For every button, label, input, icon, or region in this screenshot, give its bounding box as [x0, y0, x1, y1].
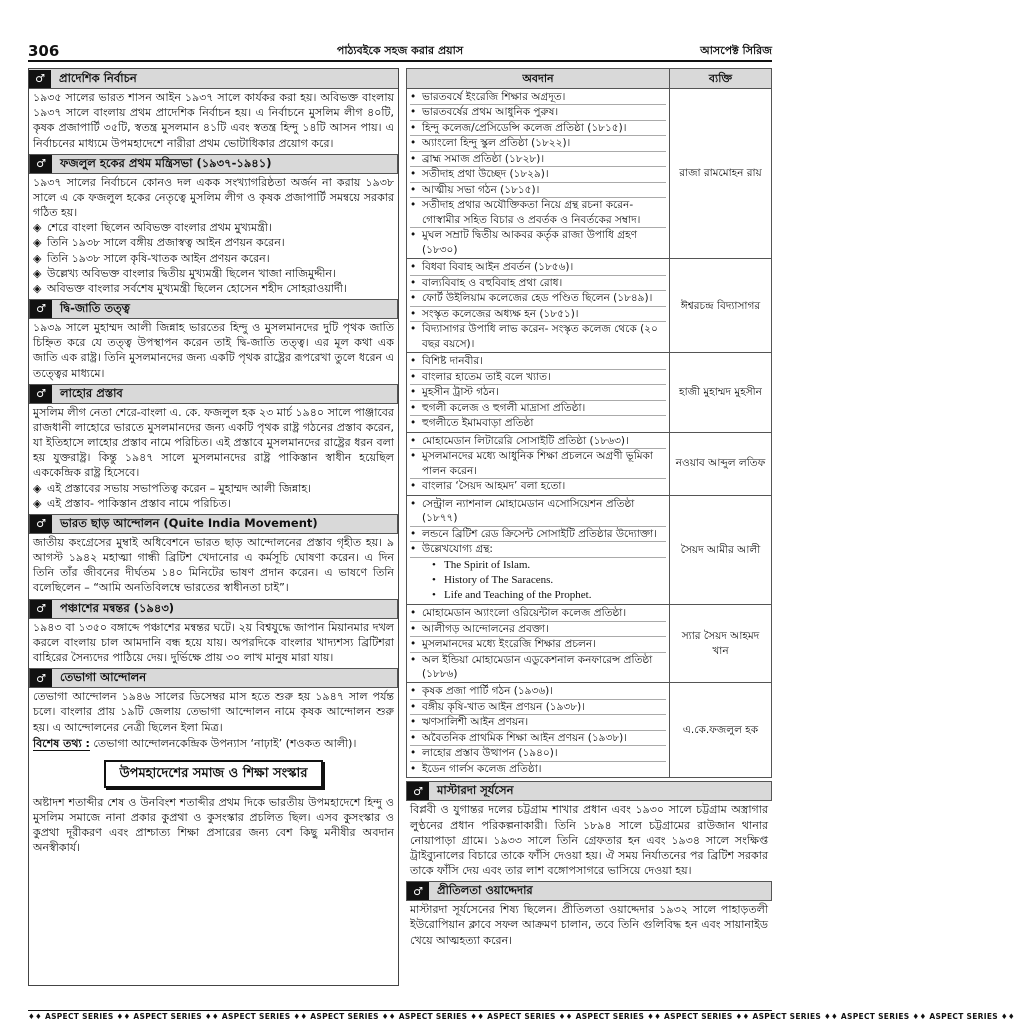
- bullet-icon: •: [410, 168, 417, 181]
- table-body: [407, 89, 772, 778]
- list-item: [410, 105, 666, 120]
- section-heading: [29, 514, 398, 534]
- section-paragraph: ১৯৩৯ সালে মুহাম্মদ আলী জিন্নাহ ভারতের হিন্দু ও মুসলমানদের দুটি পৃথক জাতি চিহ্নিত করে যে তত্ত্ব উপস্থাপন করেন তাই দ্বি-জাতি তত্ত্ব। এর মূল কথা এক জাতি এক রাষ্ট্র। তিনি মুসলমানদের জন্য একটি পৃথক রাষ্ট্রের রূপরেখা তুলে ধরেন এ তত্ত্বের মাধ্যমে।: [33, 321, 394, 380]
- list-item-text: ফোর্ট উইলিয়াম কলেজের হেড পণ্ডিত ছিলেন (১৮৪৯)।: [422, 292, 653, 305]
- column-header-contribution: অবদান: [407, 69, 670, 89]
- list-item: [410, 746, 666, 761]
- section-marker-icon: ♂: [30, 515, 52, 533]
- list-item: [410, 183, 666, 198]
- list-item: [410, 715, 666, 730]
- section-marker-icon: ♂: [30, 300, 52, 318]
- book-title: The Spirit of Islam.: [444, 558, 531, 571]
- section-marker-icon: ♂: [30, 600, 52, 618]
- list-item-text: সেন্ট্রাল ন্যাশনাল মোহামেডান এসোসিয়েশন প্রতিষ্ঠা (১৮৭৭): [422, 497, 635, 525]
- person-name: ঈশ্বরচন্দ্র বিদ্যাসাগর: [670, 259, 772, 353]
- list-item-text: এই প্রস্তাবের সভায় সভাপতিত্ব করেন – মুহাম্মদ আলী জিন্নাহ।: [47, 481, 312, 495]
- list-item-text: আলীগড় আন্দোলনের প্রবক্তা।: [422, 622, 549, 635]
- list-item: [410, 307, 666, 322]
- contributions-cell: [407, 495, 670, 604]
- section-paragraph: ১৯৩৫ সালের ভারত শাসন আইন ১৯৩৭ সালে কার্যকর করা হয়। অবিভক্ত বাংলায় ১৯৩৭ সালে বাংলায় প্রথম প্রাদেশিক নির্বাচন হয়। এ নির্বাচনে মুসলিম লীগ ৪০টি, কৃষক প্রজাপার্টি ৩৫টি, স্বতন্ত্র মুসলমান ৪১টি এবং স্বতন্ত্র হিন্দু ১৪টি আসন পায়। এ নির্বাচনের মাধ্যমে উপমহাদেশে নারীরা প্রথম ভোটাধিকার প্রয়োগ করে।: [33, 91, 394, 150]
- section-marker-icon: ♂: [29, 70, 51, 88]
- list-item: [410, 401, 666, 416]
- column-header-person: ব্যক্তি: [670, 69, 772, 89]
- bullet-icon: •: [410, 417, 417, 430]
- list-item: [410, 291, 666, 306]
- list-item: [410, 198, 666, 228]
- bullet-icon: •: [410, 497, 417, 510]
- list-item-text: সংস্কৃত কলেজের অধ্যক্ষ হন (১৮৫১)।: [422, 307, 579, 320]
- list-item-text: বাংলার ‘সৈয়দ আহমদ’ বলা হতো।: [422, 480, 566, 493]
- bullet-icon: •: [410, 229, 417, 242]
- header-tagline: পাঠ্যবইকে সহজ করার প্রয়াস: [336, 44, 464, 57]
- table-row: [407, 432, 772, 495]
- person-name: নওয়াব আব্দুল লতিফ: [670, 432, 772, 495]
- person-name: সৈয়দ আমীর আলী: [670, 495, 772, 604]
- contributions-cell: [407, 605, 670, 683]
- section-marker-icon: ♂: [407, 882, 429, 900]
- diamond-bullet-icon: ◈: [33, 236, 42, 250]
- bullet-icon: •: [410, 638, 417, 651]
- diamond-bullet-icon: ◈: [33, 221, 42, 235]
- closing-paragraph: অষ্টাদশ শতাব্দীর শেষ ও উনবিংশ শতাব্দীর প্রথম দিকে ভারতীয় উপমহাদেশে হিন্দু ও মুসলিম সমাজে নানা প্রকার কুপ্রথা ও কুসংস্কার প্রচলিত ছিল। এসব কুসংস্কার ও কুপ্রথা দূরীকরণ এবং প্রাশ্চাত্য শিক্ষা প্রসারের জন্য বেশ কিছু মনীষীর অবদান অনস্বীকার্য।: [33, 795, 394, 855]
- list-item: [29, 266, 398, 281]
- section-heading: [29, 599, 398, 619]
- page-number: 306: [28, 42, 60, 60]
- bullet-icon: •: [410, 121, 417, 134]
- list-item-text: মোহামেডান অ্যাংলো ওরিয়েন্টাল কলেজ প্রতিষ্ঠা।: [422, 607, 627, 620]
- section-paragraph: মাস্টারদা সূর্যসেনের শিষ্য ছিলেন। প্রীতিলতা ওয়াদ্দেদার ১৯৩২ সালে পাহাড়তলী ইউরোপিয়ান ক্লাবে সফল আক্রমণ চালান, তবে তিনি গুলিবিদ্ধ হন এবং সায়ানাইড খেয়ে আত্মহত্যা করেন।: [410, 903, 768, 947]
- section-heading: [29, 69, 398, 89]
- list-item: [29, 220, 398, 235]
- list-item-text: হুগলী কলেজ ও হুগলী মাদ্রাসা প্রতিষ্ঠা।: [422, 401, 586, 414]
- bullet-icon: •: [432, 588, 436, 601]
- section-marker-icon: ♂: [30, 385, 52, 403]
- bullet-icon: •: [410, 622, 417, 635]
- table-row: [407, 495, 772, 604]
- section-paragraph: ১৯৪৩ বা ১৩৫০ বঙ্গাব্দে পঞ্চাশের মন্বন্তর ঘটে। ২য় বিশ্বযুদ্ধে জাপান মিয়ানমার দখল করলে বাংলায় চাল আমদানি বন্ধ হয়ে যায়। অপরদিকে বাংলার খাদ্যশস্য ব্রিটিশরা বাহিরের সৈন্যদের পাঠিয়ে দেয়। দুর্ভিক্ষে প্রায় ৩০ লাখ মানুষ মারা যায়।: [33, 620, 394, 664]
- list-item-text: মুহসীন ট্রাস্ট গঠন।: [422, 386, 499, 399]
- bullet-icon: •: [410, 480, 417, 493]
- list-item: [410, 121, 666, 136]
- list-item: [410, 653, 666, 682]
- list-item-text: শেরে বাংলা ছিলেন অবিভক্ত বাংলার প্রথম মুখ্যমন্ত্রী।: [47, 221, 272, 235]
- diamond-bullet-icon: ◈: [33, 481, 42, 495]
- bullet-icon: •: [410, 543, 417, 556]
- list-item: [410, 416, 666, 430]
- list-item-text: আত্মীয় সভা গঠন (১৮১৫)।: [422, 183, 540, 196]
- bullet-icon: •: [410, 747, 417, 760]
- bullet-icon: •: [432, 558, 436, 571]
- section-marker-icon: ♂: [407, 782, 429, 800]
- section-heading: [29, 299, 398, 319]
- list-item-text: বিধবা বিবাহ আইন প্রবর্তন (১৮৫৬)।: [422, 261, 574, 274]
- bullet-icon: •: [410, 152, 417, 165]
- bullet-icon: •: [410, 355, 417, 368]
- section-title: প্রাদেশিক নির্বাচন: [59, 70, 137, 85]
- bullet-icon: •: [410, 323, 417, 336]
- bullet-icon: •: [410, 261, 417, 274]
- list-item-text: ভারতবর্ষের প্রথম আধুনিক পুরুষ।: [422, 106, 559, 119]
- list-item: [410, 136, 666, 151]
- bullet-icon: •: [410, 137, 417, 150]
- section-heading: [406, 781, 772, 801]
- section-paragraph: ১৯৩৭ সালের নির্বাচনে কোনও দল একক সংখ্যাগরিষ্ঠতা অর্জন না করায় ১৯৩৮ সালে এ কে ফজলুল হকের নেতৃত্বে মুসলিম লীগ ও কৃষক প্রজাপার্টি সমন্বয়ে সরকার গঠিত হয়।: [33, 175, 394, 220]
- list-item-text: সতীদাহ প্রথার অযৌক্তিকতা নিয়ে গ্রন্থ রচনা করেন- গোস্বামীর সহিত বিচার ও প্রবর্তক ও নিবর্তকের সম্বাদ।: [422, 199, 641, 226]
- list-item-text: তিনি ১৯৩৮ সালে বঙ্গীয় প্রজাস্বত্ব আইন প্রণয়ন করেন।: [47, 236, 285, 250]
- list-item-text: লন্ডনে ব্রিটিশ রেড ক্রিসেন্ট সোসাইটি প্রতিষ্ঠার উদ্যোক্তা।: [422, 527, 657, 540]
- person-name: রাজা রামমোহন রায়: [670, 89, 772, 259]
- special-note: [29, 735, 398, 752]
- table-row: [407, 89, 772, 259]
- section-heading: [29, 154, 398, 174]
- list-item: [410, 731, 666, 746]
- bullet-icon: •: [410, 685, 417, 698]
- book-title: History of The Saracens.: [444, 573, 554, 586]
- section-marker-icon: ♂: [30, 155, 52, 173]
- list-item: [410, 276, 666, 291]
- list-item: [410, 354, 666, 369]
- list-item-text: ব্রাহ্ম সমাজ প্রতিষ্ঠা (১৮২৮)।: [422, 152, 545, 165]
- list-item: [410, 152, 666, 167]
- contributions-table: [406, 68, 772, 778]
- list-item: [410, 90, 666, 105]
- section-heading: [406, 881, 772, 901]
- list-item: [410, 542, 666, 557]
- list-item-text: বিদ্যাসাগর উপাধি লাভ করেন- সংস্কৃত কলেজ থেকে (২০ বছর বয়সে)।: [422, 323, 658, 350]
- section-heading: [29, 668, 398, 688]
- bullet-icon: •: [410, 307, 417, 320]
- page-header: [28, 40, 772, 62]
- list-item-text: হুগলীতে ইমামবাড়া প্রতিষ্ঠা: [422, 417, 534, 430]
- right-column: [406, 68, 772, 986]
- contributions-cell: [407, 683, 670, 778]
- list-item-text: ভারতবর্ষে ইংরেজি শিক্ষার অগ্রদূত।: [422, 91, 566, 103]
- list-item: [410, 260, 666, 275]
- bullet-icon: •: [432, 573, 436, 586]
- list-item-text: উল্লেখ্য অবিভক্ত বাংলার দ্বিতীয় মুখ্যমন্ত্রী ছিলেন খাজা নাজিমুদ্দীন।: [47, 266, 336, 280]
- bullet-icon: •: [410, 716, 417, 729]
- list-item-text: বিশিষ্ট দানবীর।: [422, 355, 483, 368]
- book-title-item: [410, 588, 666, 603]
- section-title: দ্বি-জাতি তত্ত্ব: [60, 301, 130, 316]
- diamond-bullet-icon: ◈: [33, 496, 42, 510]
- book-title-item: [410, 573, 666, 588]
- section-title: লাহোর প্রস্তাব: [60, 385, 123, 400]
- list-item: [410, 606, 666, 621]
- list-item-text: উল্লেখযোগ্য গ্রন্থ:: [422, 543, 493, 556]
- contributions-cell: [407, 259, 670, 353]
- diamond-bullet-icon: ◈: [33, 266, 42, 280]
- table-header-row: [407, 69, 772, 89]
- list-item-text: হিন্দু কলেজ/প্রেসিডেন্সি কলেজ প্রতিষ্ঠা (১৮১৫)।: [422, 121, 627, 134]
- list-item: [29, 235, 398, 250]
- list-item-text: তিনি ১৯৩৮ সালে কৃষি-খাতক আইন প্রণয়ন করেন।: [47, 251, 270, 265]
- bullet-icon: •: [410, 401, 417, 414]
- bullet-icon: •: [410, 653, 417, 666]
- list-item-text: বঙ্গীয় কৃষি-খাত আইন প্রণয়ন (১৯৩৮)।: [422, 700, 585, 713]
- section-heading: [29, 384, 398, 404]
- bullet-icon: •: [410, 106, 417, 119]
- contributions-cell: [407, 432, 670, 495]
- bullet-icon: •: [410, 386, 417, 399]
- table-row: [407, 259, 772, 353]
- list-item: [410, 228, 666, 257]
- bullet-icon: •: [410, 434, 417, 447]
- list-item-text: অবৈতনিক প্রাথমিক শিক্ষা আইন প্রণয়ন (১৯৩৮)।: [422, 731, 627, 744]
- contributions-cell: [407, 89, 670, 259]
- list-item-text: অ্যাংলো হিন্দু স্কুল প্রতিষ্ঠা (১৮২২)।: [422, 137, 571, 150]
- list-item: [29, 281, 398, 296]
- person-name: হাজী মুহাম্মদ মুহসীন: [670, 353, 772, 432]
- table-row: [407, 605, 772, 683]
- diamond-bullet-icon: ◈: [33, 251, 42, 265]
- list-item: [410, 449, 666, 479]
- list-item: [410, 385, 666, 400]
- list-item-text: মোহামেডান লিটারেরি সোসাইটি প্রতিষ্ঠা (১৮৬৩)।: [422, 434, 629, 447]
- list-item-text: বাল্যবিবাহ ও বহুবিবাহ প্রথা রোধ।: [422, 276, 563, 289]
- book-title-item: [410, 558, 666, 573]
- list-item-text: মুসলমানদের মধ্যে আধুনিক শিক্ষা প্রচলনে অগ্রণী ভূমিকা পালন করেন।: [422, 450, 653, 477]
- series-name: আসপেক্ট সিরিজ: [700, 44, 772, 57]
- list-item-text: মুসলমানদের মধ্যে ইংরেজি শিক্ষার প্রচলন।: [422, 638, 596, 651]
- section-title: প্রীতিলতা ওয়াদ্দেদার: [437, 883, 533, 898]
- section-paragraph: জাতীয় কংগ্রেসের মুম্বাই অধিবেশনে ভারত ছাড় আন্দোলনের প্রস্তাব গৃহীত হয়। ৯ আগস্ট ১৯৪২ মহাত্মা গান্ধী ব্রিটিশ খেদানোর এ কর্মসূচি ঘোষণা করেন। এ দিন তিনি তাঁর জীবনের দীর্ঘতম ১৪০ মিনিটের ভাষণ প্রদান করেন। এ ভাষণে তিনি বলেছিলেন – “আমি অনতিবিলম্বে ভারতের স্বাধীনতা চাই”।: [33, 535, 394, 595]
- list-item: [410, 762, 666, 776]
- bullet-icon: •: [410, 762, 417, 775]
- section-marker-icon: ♂: [30, 669, 52, 687]
- bullet-icon: •: [410, 199, 417, 212]
- section-title: ফজলুল হকের প্রথম মন্ত্রিসভা (১৯৩৭-১৯৪১): [60, 155, 272, 170]
- bullet-icon: •: [410, 607, 417, 620]
- bullet-icon: •: [410, 183, 417, 196]
- list-item: [410, 622, 666, 637]
- list-item: [410, 479, 666, 493]
- list-item: [410, 167, 666, 182]
- list-item-text: ঋণসালিশী আইন প্রণয়ন।: [422, 716, 529, 729]
- list-item-text: বাংলার হাতেম তাই বলে খ্যাত।: [422, 370, 551, 383]
- list-item-text: লাহোর প্রস্তাব উত্থাপন (১৯৪০)।: [422, 747, 558, 760]
- list-item: [29, 481, 398, 496]
- chapter-banner-wrap: [29, 760, 398, 788]
- person-name: স্যার সৈয়দ আহমদ খান: [670, 605, 772, 683]
- list-item: [29, 251, 398, 266]
- section-paragraph: মুসলিম লীগ নেতা শেরে-বাংলা এ. কে. ফজলুল হক ২৩ মার্চ ১৯৪০ সালে পাঞ্জাবের রাজধানী লাহোরে ভারতে মুসলমানদের জন্য একটি পৃথক রাষ্ট্র গঠনের প্রস্তাব করেন, যা ইতিহাসে লাহোর প্রস্তাব নামে পরিচিত। এই প্রস্তাবে মুসলমানদের রাষ্ট্রের ধরন বলা হয় যুক্তরাষ্ট্র। কিন্তু ১৯৪৭ সালে মুসলমানদের রাষ্ট্র পাকিস্তান স্বাধীন হয়েছিল এককেন্দ্রিক রাষ্ট্র হিসেবে।: [33, 405, 394, 480]
- table-row: [407, 353, 772, 432]
- section-title: মাস্টারদা সূর্যসেন: [437, 783, 514, 798]
- list-item-text: অল ইন্ডিয়া মোহামেডান এডুকেশনাল কনফারেন্স প্রতিষ্ঠা (১৮৮৬): [422, 653, 653, 680]
- bullet-icon: •: [410, 370, 417, 383]
- list-item: [410, 637, 666, 652]
- list-item: [410, 497, 666, 527]
- bullet-icon: •: [410, 276, 417, 289]
- special-note-text: তেভাগা আন্দোলনকেন্দ্রিক উপন্যাস ‘নাঢ়াই’ (শওকত আলী)।: [93, 736, 357, 750]
- list-item: [410, 322, 666, 351]
- list-item: [29, 496, 398, 511]
- page-footer: ♦♦ ASPECT SERIES ♦♦ ASPECT SERIES ♦♦ ASPECT SERIES ♦♦ ASPECT SERIES ♦♦ ASPECT SERIES ♦♦ ASPECT SERIES ♦♦ ASPECT SERIES ♦♦ ASPECT SERIES ♦♦ ASPECT SERIES ♦♦ ASPECT SERIES ♦♦ ASPECT SERIES ♦♦: [28, 1012, 1015, 1021]
- chapter-banner: উপমহাদেশের সমাজ ও শিক্ষা সংস্কার: [104, 760, 324, 788]
- person-name: এ.কে.ফজলুল হক: [670, 683, 772, 778]
- section-title: পঞ্চাশের মন্বন্তর (১৯৪৩): [60, 600, 175, 615]
- special-note-label: বিশেষ তথ্য :: [33, 736, 90, 750]
- section-title: ভারত ছাড় আন্দোলন (Quite India Movement): [60, 516, 318, 531]
- bullet-icon: •: [410, 731, 417, 744]
- bullet-icon: •: [410, 292, 417, 305]
- bullet-icon: •: [410, 700, 417, 713]
- contributions-cell: [407, 353, 670, 432]
- list-item: [410, 434, 666, 449]
- list-item: [410, 684, 666, 699]
- section-paragraph: তেভাগা আন্দোলন ১৯৪৬ সালের ডিসেম্বর মাস হতে শুরু হয় ১৯৪৭ সাল পর্যন্ত চলে। বাংলার প্রায় ১৯টি জেলায় তেভাগা আন্দোলন নামে কৃষক আন্দোলন শুরু হয়। এ আন্দোলনের নেত্রী ছিলেন ইলা মিত্র।: [33, 690, 394, 734]
- list-item: [410, 700, 666, 715]
- list-item-text: ইডেন গার্লস কলেজ প্রতিষ্ঠা।: [422, 762, 542, 775]
- section-paragraph: বিপ্লবী ও যুগান্তর দলের চট্টগ্রাম শাখার প্রধান এবং ১৯৩০ সালে চট্টগ্রাম অস্ত্রাগার লুণ্ঠনের প্রধান পরিকল্পনাকারী। তিনি ১৮৯৪ সালে চট্টগ্রামের রাউজান থানার নোয়াপাড়া গ্রামে। ১৯৩৩ সালে তিনি গ্রেফতার হন এবং ১৯৩৪ সালে সংক্ষিপ্ত ট্রাইব্যুনালের বিচারে তাকে ফাঁসি দেওয়া হয়। ঐ সময় নির্যাতনের পর ব্রিটিশ সরকার তাকে ফাঁসি দেয় এবং তার লাশ বঙ্গোপসাগরে ভাসিয়ে দেওয়া হয়।: [410, 803, 768, 878]
- bullet-icon: •: [410, 527, 417, 540]
- list-item-text: এই প্রস্তাব- পাকিস্তান প্রস্তাব নামে পরিচিত।: [47, 496, 231, 510]
- list-item: [410, 527, 666, 542]
- list-item-text: সতীদাহ প্রথা উচ্ছেদ (১৮২৯)।: [422, 168, 549, 181]
- diamond-bullet-icon: ◈: [33, 281, 42, 295]
- list-item-text: অবিভক্ত বাংলার সর্বশেষ মুখ্যমন্ত্রী ছিলেন হোসেন শহীদ সোহরাওয়ার্দী।: [47, 281, 347, 295]
- bullet-icon: •: [410, 450, 417, 463]
- table-row: [407, 683, 772, 778]
- left-column: [28, 68, 399, 986]
- list-item: [410, 370, 666, 385]
- list-item-text: মুঘল সম্রাট দ্বিতীয় আকবর কর্তৃক রাজা উপাধি গ্রহণ (১৮৩০): [422, 229, 638, 256]
- list-item-text: কৃষক প্রজা পার্টি গঠন (১৯৩৬)।: [422, 685, 553, 698]
- section-title: তেভাগা আন্দোলন: [60, 670, 147, 685]
- book-title: Life and Teaching of the Prophet.: [444, 588, 592, 601]
- bullet-icon: •: [410, 91, 417, 103]
